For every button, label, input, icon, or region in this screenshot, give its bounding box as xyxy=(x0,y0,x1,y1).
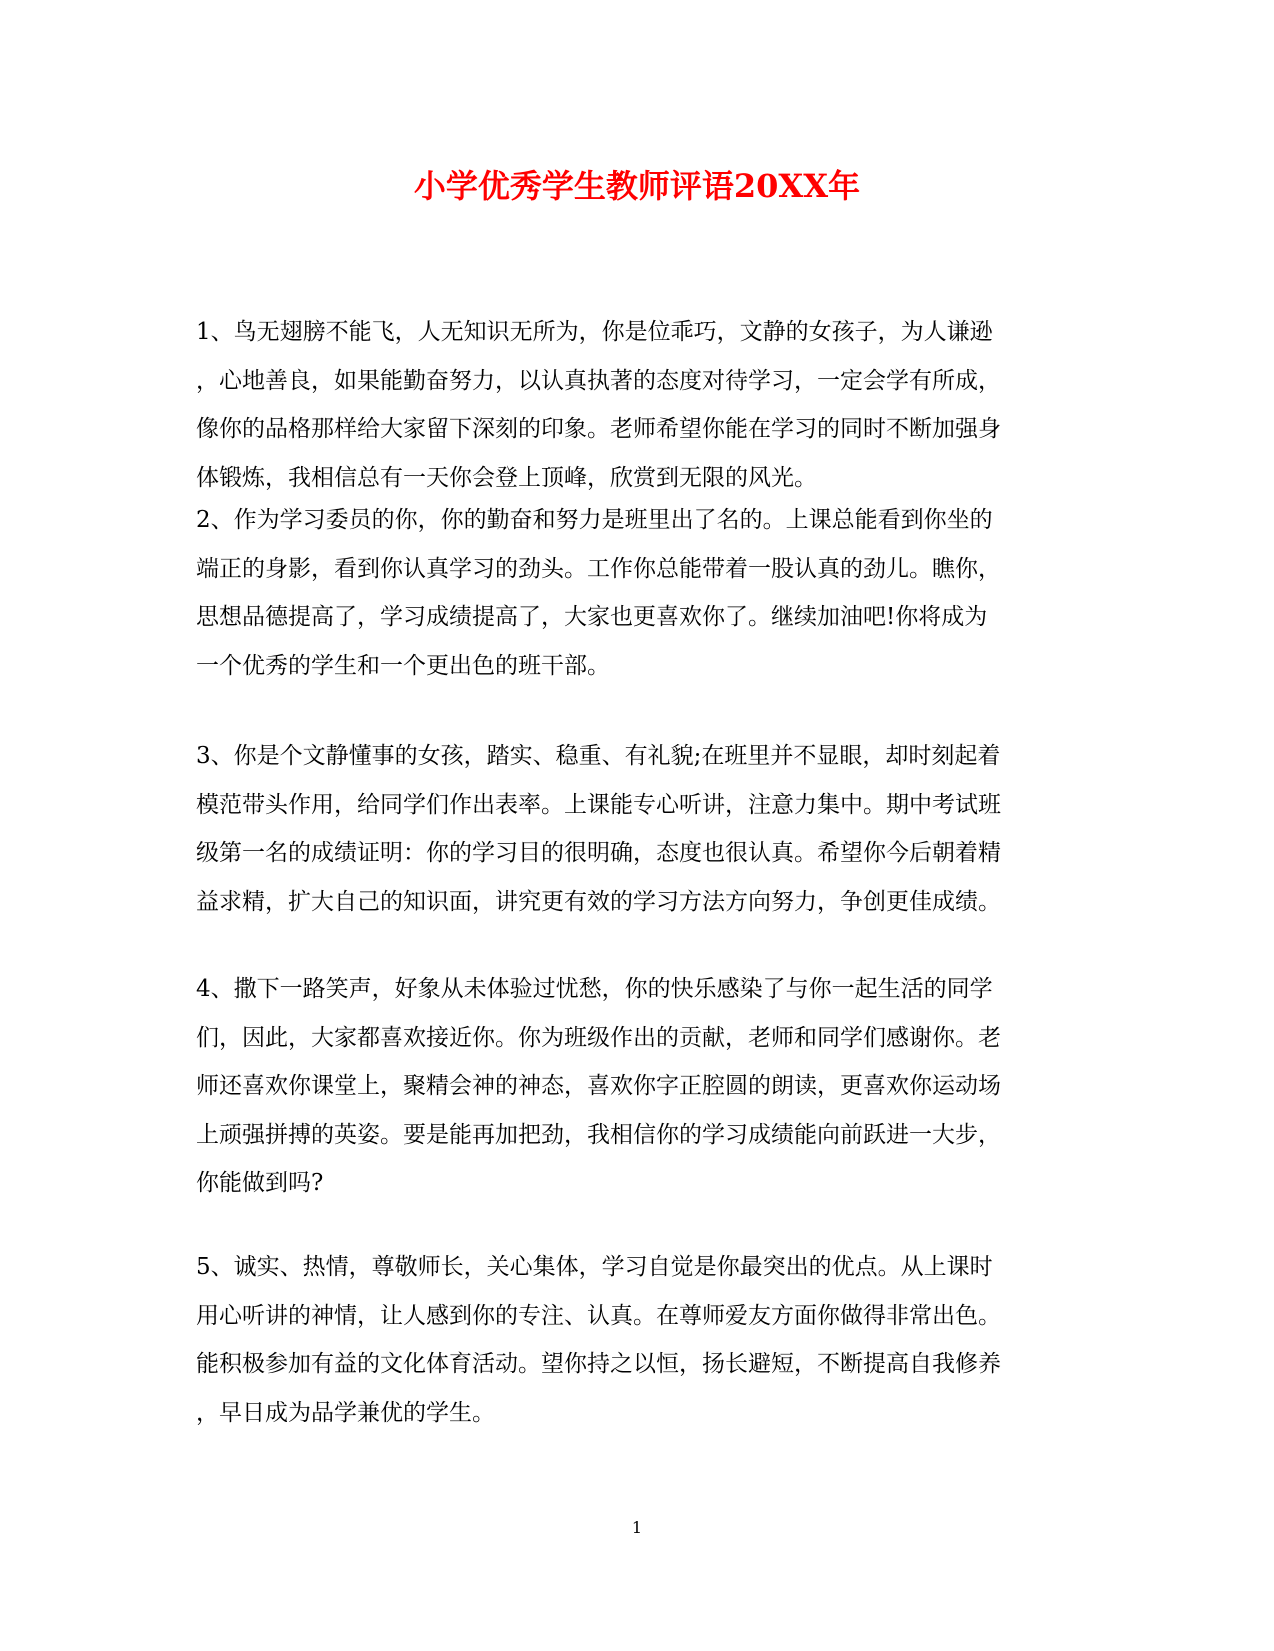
text-line: 像你的品格那样给大家留下深刻的印象。老师希望你能在学习的同时不断加强身 xyxy=(196,416,1001,442)
text-line: 端正的身影，看到你认真学习的劲头。工作你总能带着一股认真的劲儿。瞧你， xyxy=(196,555,1001,582)
paragraph-5 xyxy=(196,1243,1001,1437)
text-line: 1、鸟无翅膀不能飞，人无知识无所为，你是位乖巧，文静的女孩子，为人谦逊 xyxy=(196,319,993,345)
paragraph-2 xyxy=(196,496,1001,690)
text-line: 3、你是个文静懂事的女孩，踏实、稳重、有礼貌;在班里并不显眼，却时刻起着 xyxy=(196,743,1001,769)
text-line: 能积极参加有益的文化体育活动。望你持之以恒，扬长避短，不断提高自我修养 xyxy=(196,1351,1001,1377)
text-line: 模范带头作用，给同学们作出表率。上课能专心听讲，注意力集中。期中考试班 xyxy=(196,791,1001,818)
paragraph-1 xyxy=(196,308,1001,502)
paragraph-4 xyxy=(196,965,1001,1208)
text-line: 们，因此，大家都喜欢接近你。你为班级作出的贡献，老师和同学们感谢你。老 xyxy=(196,1024,1001,1051)
text-line: 一个优秀的学生和一个更出色的班干部。 xyxy=(196,652,610,679)
text-line: 上顽强拼搏的英姿。要是能再加把劲，我相信你的学习成绩能向前跃进一大步， xyxy=(196,1121,1001,1148)
text-line: 用心听讲的神情，让人感到你的专注、认真。在尊师爱友方面你做得非常出色。 xyxy=(196,1302,1001,1329)
document-title: 小学优秀学生教师评语20XX年 xyxy=(413,167,861,205)
text-line: ，早日成为品学兼优的学生。 xyxy=(196,1399,495,1426)
text-line: 思想品德提高了，学习成绩提高了，大家也更喜欢你了。继续加油吧!你将成为 xyxy=(196,604,988,630)
text-line: 5、诚实、热情，尊敬师长，关心集体，学习自觉是你最突出的优点。从上课时 xyxy=(196,1254,993,1280)
text-line: 2、作为学习委员的你，你的勤奋和努力是班里出了名的。上课总能看到你坐的 xyxy=(196,507,993,533)
text-line: 益求精，扩大自己的知识面，讲究更有效的学习方法方向努力，争创更佳成绩。 xyxy=(196,888,1001,915)
text-line: ，心地善良，如果能勤奋努力，以认真执著的态度对待学习，一定会学有所成， xyxy=(196,367,1001,394)
text-line: 4、撒下一路笑声，好象从未体验过忧愁，你的快乐感染了与你一起生活的同学 xyxy=(196,976,993,1002)
text-line: 你能做到吗? xyxy=(196,1170,324,1196)
text-line: 师还喜欢你课堂上，聚精会神的神态，喜欢你字正腔圆的朗读，更喜欢你运动场 xyxy=(196,1073,1001,1099)
text-line: 级第一名的成绩证明：你的学习目的很明确，态度也很认真。希望你今后朝着精 xyxy=(196,840,1001,866)
page-number: 1 xyxy=(631,1518,643,1537)
text-line: 体锻炼，我相信总有一天你会登上顶峰，欣赏到无限的风光。 xyxy=(196,464,817,491)
paragraph-3 xyxy=(196,732,1001,926)
